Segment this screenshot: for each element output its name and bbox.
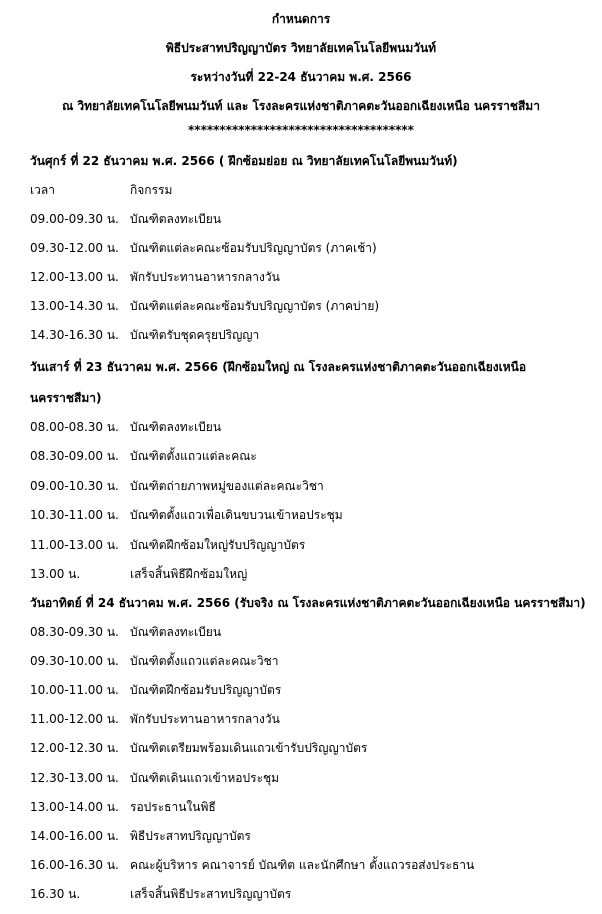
row-time: 08.30-09.00 น.: [30, 449, 119, 464]
doc-title: กำหนดการ: [271, 12, 331, 26]
star-divider: ************************************: [188, 123, 414, 137]
row-time: 10.00-11.00 น.: [30, 683, 119, 698]
row-activity: พักรับประทานอาหารกลางวัน: [130, 270, 280, 284]
row-time: 09.30-12.00 น.: [30, 241, 119, 255]
row-activity: คณะผู้บริหาร คณาจารย์ บัณฑิต และนักศึกษา ตั้งแถวรอส่งประธาน: [130, 857, 475, 872]
row-activity: บัณฑิตตั้งแถวเพื่อเดินขบวนเข้าหอประชุม: [130, 508, 343, 523]
row-activity: บัณฑิตฝึกซ้อมใหญ่รับปริญญาบัตร: [130, 537, 306, 552]
row-time: 13.00 น.: [30, 567, 81, 581]
row-activity: รอประธานในพิธี: [130, 799, 216, 814]
row-time: 09.00-09.30 น.: [30, 212, 119, 226]
row-time: 13.00-14.00 น.: [30, 799, 119, 814]
row-activity: บัณฑิตเดินแถวเข้าหอประชุม: [130, 770, 280, 785]
row-activity: บัณฑิตลงทะเบียน: [130, 212, 222, 226]
row-activity: บัณฑิตแต่ละคณะซ้อมรับปริญญาบัตร (ภาคบ่าย): [130, 299, 380, 313]
doc-venue: ณ วิทยาลัยเทคโนโลยีพนมวันท์ และ โรงละครแห่งชาติภาคตะวันออกเฉียงเหนือ นครราชสีมา: [62, 99, 540, 113]
row-activity: เสร็จสิ้นพิธีประสาทปริญญาบัตร: [130, 886, 292, 901]
column-time-label: เวลา: [30, 183, 55, 197]
row-time: 16.00-16.30 น.: [30, 857, 119, 872]
row-activity: บัณฑิตตั้งแถวแต่ละคณะ: [130, 449, 257, 464]
row-activity: บัณฑิตรับชุดครุยปริญญา: [130, 328, 260, 342]
day1-title: วันศุกร์ ที่ 22 ธันวาคม พ.ศ. 2566 ( ฝึกซ้อมย่อย ณ วิทยาลัยเทคโนโลยีพนมวันท์): [30, 154, 458, 168]
row-time: 13.00-14.30 น.: [30, 299, 119, 313]
row-time: 12.30-13.00 น.: [30, 770, 119, 785]
row-time: 12.00-13.00 น.: [30, 270, 119, 284]
row-activity: บัณฑิตแต่ละคณะซ้อมรับปริญญาบัตร (ภาคเช้า): [130, 241, 377, 255]
row-activity: พักรับประทานอาหารกลางวัน: [130, 712, 280, 727]
column-activity-label: กิจกรรม: [130, 183, 173, 197]
row-activity: บัณฑิตลงทะเบียน: [130, 420, 222, 434]
row-time: 08.00-08.30 น.: [30, 420, 119, 434]
row-activity: บัณฑิตเตรียมพร้อมเดินแถวเข้ารับปริญญาบัตร: [130, 741, 368, 756]
row-activity: บัณฑิตฝึกซ้อมรับปริญญาบัตร: [130, 683, 282, 698]
row-time: 10.30-11.00 น.: [30, 508, 119, 523]
doc-dates: ระหว่างวันที่ 22-24 ธันวาคม พ.ศ. 2566: [190, 70, 412, 84]
day3-title: วันอาทิตย์ ที่ 24 ธันวาคม พ.ศ. 2566 (รับจริง ณ โรงละครแห่งชาติภาคตะวันออกเฉียงเหนือ นครราชสีมา): [30, 596, 586, 610]
doc-subtitle: พิธีประสาทปริญญาบัตร วิทยาลัยเทคโนโลยีพนมวันท์: [165, 41, 437, 55]
day2-title: วันเสาร์ ที่ 23 ธันวาคม พ.ศ. 2566 (ฝึกซ้อมใหญ่ ณ โรงละครแห่งชาติภาคตะวันออกเฉียงเหนือ: [30, 360, 527, 374]
row-time: 12.00-12.30 น.: [30, 741, 119, 756]
row-activity: เสร็จสิ้นพิธีฝึกซ้อมใหญ่: [130, 567, 248, 581]
day2-title-cont: นครราชสีมา): [30, 391, 102, 405]
row-activity: บัณฑิตถ่ายภาพหมู่ของแต่ละคณะวิชา: [130, 478, 324, 493]
row-time: 14.00-16.00 น.: [30, 828, 119, 843]
row-activity: พิธีประสาทปริญญาบัตร: [130, 828, 251, 843]
row-time: 11.00-12.00 น.: [30, 712, 119, 727]
column-header: [30, 181, 173, 200]
row-time: 09.30-10.00 น.: [30, 654, 119, 669]
row-time: 11.00-13.00 น.: [30, 537, 119, 552]
row-time: 14.30-16.30 น.: [30, 328, 119, 342]
row-time: 09.00-10.30 น.: [30, 478, 119, 493]
row-time: 08.30-09.30 น.: [30, 625, 119, 639]
row-time: 16.30 น.: [30, 886, 81, 901]
row-activity: บัณฑิตตั้งแถวแต่ละคณะวิชา: [130, 654, 279, 669]
row-activity: บัณฑิตลงทะเบียน: [130, 625, 222, 639]
